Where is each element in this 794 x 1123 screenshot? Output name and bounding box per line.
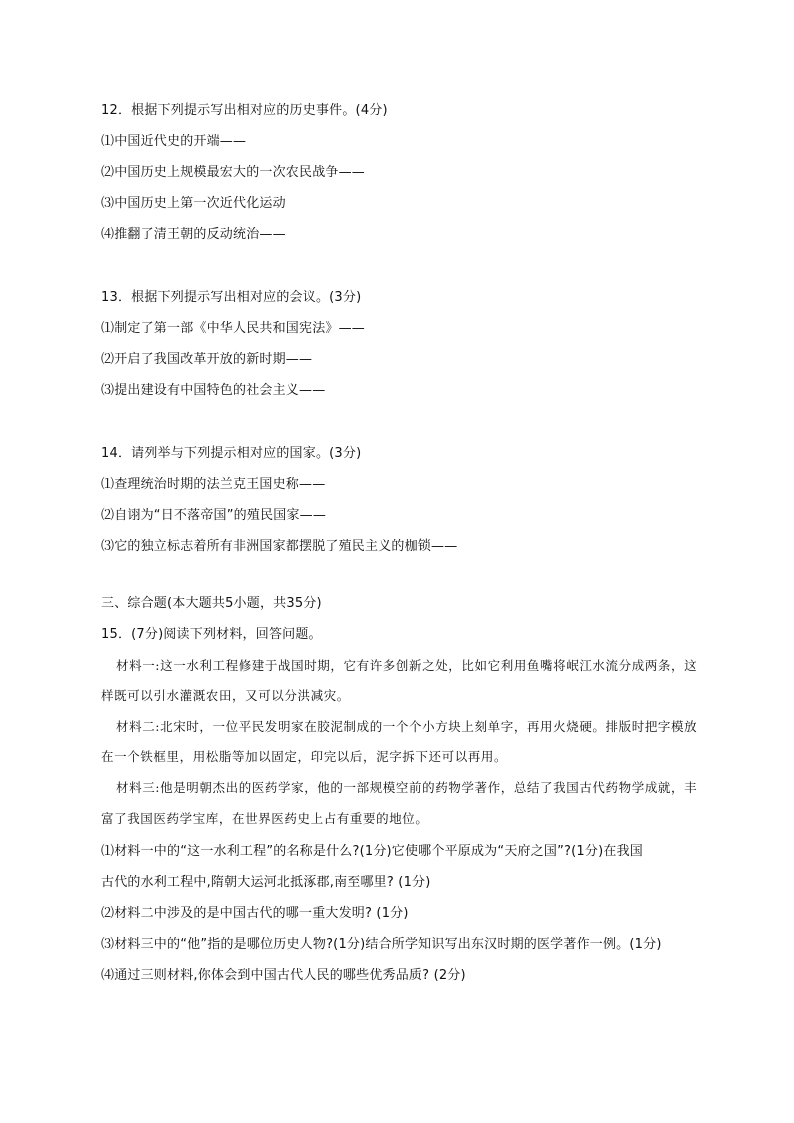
question-13-title: 13．根据下列提示写出相对应的会议。(3分) (101, 290, 362, 305)
question-15-sub-1-line-2: 古代的水利工程中,隋朝大运河北抵涿郡,南至哪里? (1分) (101, 875, 431, 890)
question-14-item-1: ⑴查理统治时期的法兰克王国史称—— (101, 477, 326, 492)
question-15-sub-2: ⑵材料二中涉及的是中国古代的哪一重大发明? (1分) (101, 906, 409, 921)
material-1-line-2: 样既可以引水灌溉农田，又可以分洪减灾。 (101, 688, 350, 703)
material-2-line-2: 在一个铁框里，用松脂等加以固定，印完以后，泥字拆下还可以再用。 (101, 749, 508, 764)
question-12-item-3: ⑶中国历史上第一次近代化运动 (101, 196, 286, 211)
material-3-line-2: 富了我国医药学宝库，在世界医药史上占有重要的地位。 (101, 811, 429, 826)
question-15-sub-4: ⑷通过三则材料,你体会到中国古代人民的哪些优秀品质? (2分) (101, 968, 466, 983)
question-13-item-2: ⑵开启了我国改革开放的新时期—— (101, 352, 313, 367)
material-3-line-1: 材料三:他是明朝杰出的医药学家，他的一部规模空前的药物学著作，总结了我国古代药物学成就，丰 (116, 780, 698, 795)
question-12-item-2: ⑵中国历史上规模最宏大的一次农民战争—— (101, 165, 366, 180)
question-14-title: 14．请列举与下列提示相对应的国家。(3分) (101, 446, 362, 461)
material-2-line-1: 材料二:北宋时，一位平民发明家在胶泥制成的一个个小方块上刻单字，再用火烧硬。排版时把字模放 (116, 719, 698, 734)
question-12-item-1: ⑴中国近代史的开端—— (101, 134, 247, 149)
question-15-sub-3: ⑶材料三中的“他”指的是哪位历史人物?(1分)结合所学知识写出东汉时期的医学著作一例。(1分) (101, 937, 662, 952)
question-13-item-1: ⑴制定了第一部《中华人民共和国宪法》—— (101, 321, 366, 336)
question-15-title: 15．(7分)阅读下列材料，回答问题。 (101, 627, 322, 642)
material-1-line-1: 材料一:这一水利工程修建于战国时期，它有许多创新之处，比如它利用鱼嘴将岷江水流分成两条，这 (116, 658, 698, 673)
question-12-title: 12．根据下列提示写出相对应的历史事件。(4分) (101, 103, 388, 118)
question-14-item-2: ⑵自诩为“日不落帝国”的殖民国家—— (101, 508, 327, 523)
question-13-item-3: ⑶提出建设有中国特色的社会主义—— (101, 383, 326, 398)
question-15-sub-1-line-1: ⑴材料一中的“这一水利工程”的名称是什么?(1分)它使哪个平原成为“天府之国”?(1分)在我国 (101, 844, 643, 859)
section-3-heading: 三、综合题(本大题共5小题，共35分) (101, 596, 322, 611)
question-12-item-4: ⑷推翻了清王朝的反动统治—— (101, 227, 286, 242)
question-14-item-3: ⑶它的独立标志着所有非洲国家都摆脱了殖民主义的枷锁—— (101, 539, 458, 554)
